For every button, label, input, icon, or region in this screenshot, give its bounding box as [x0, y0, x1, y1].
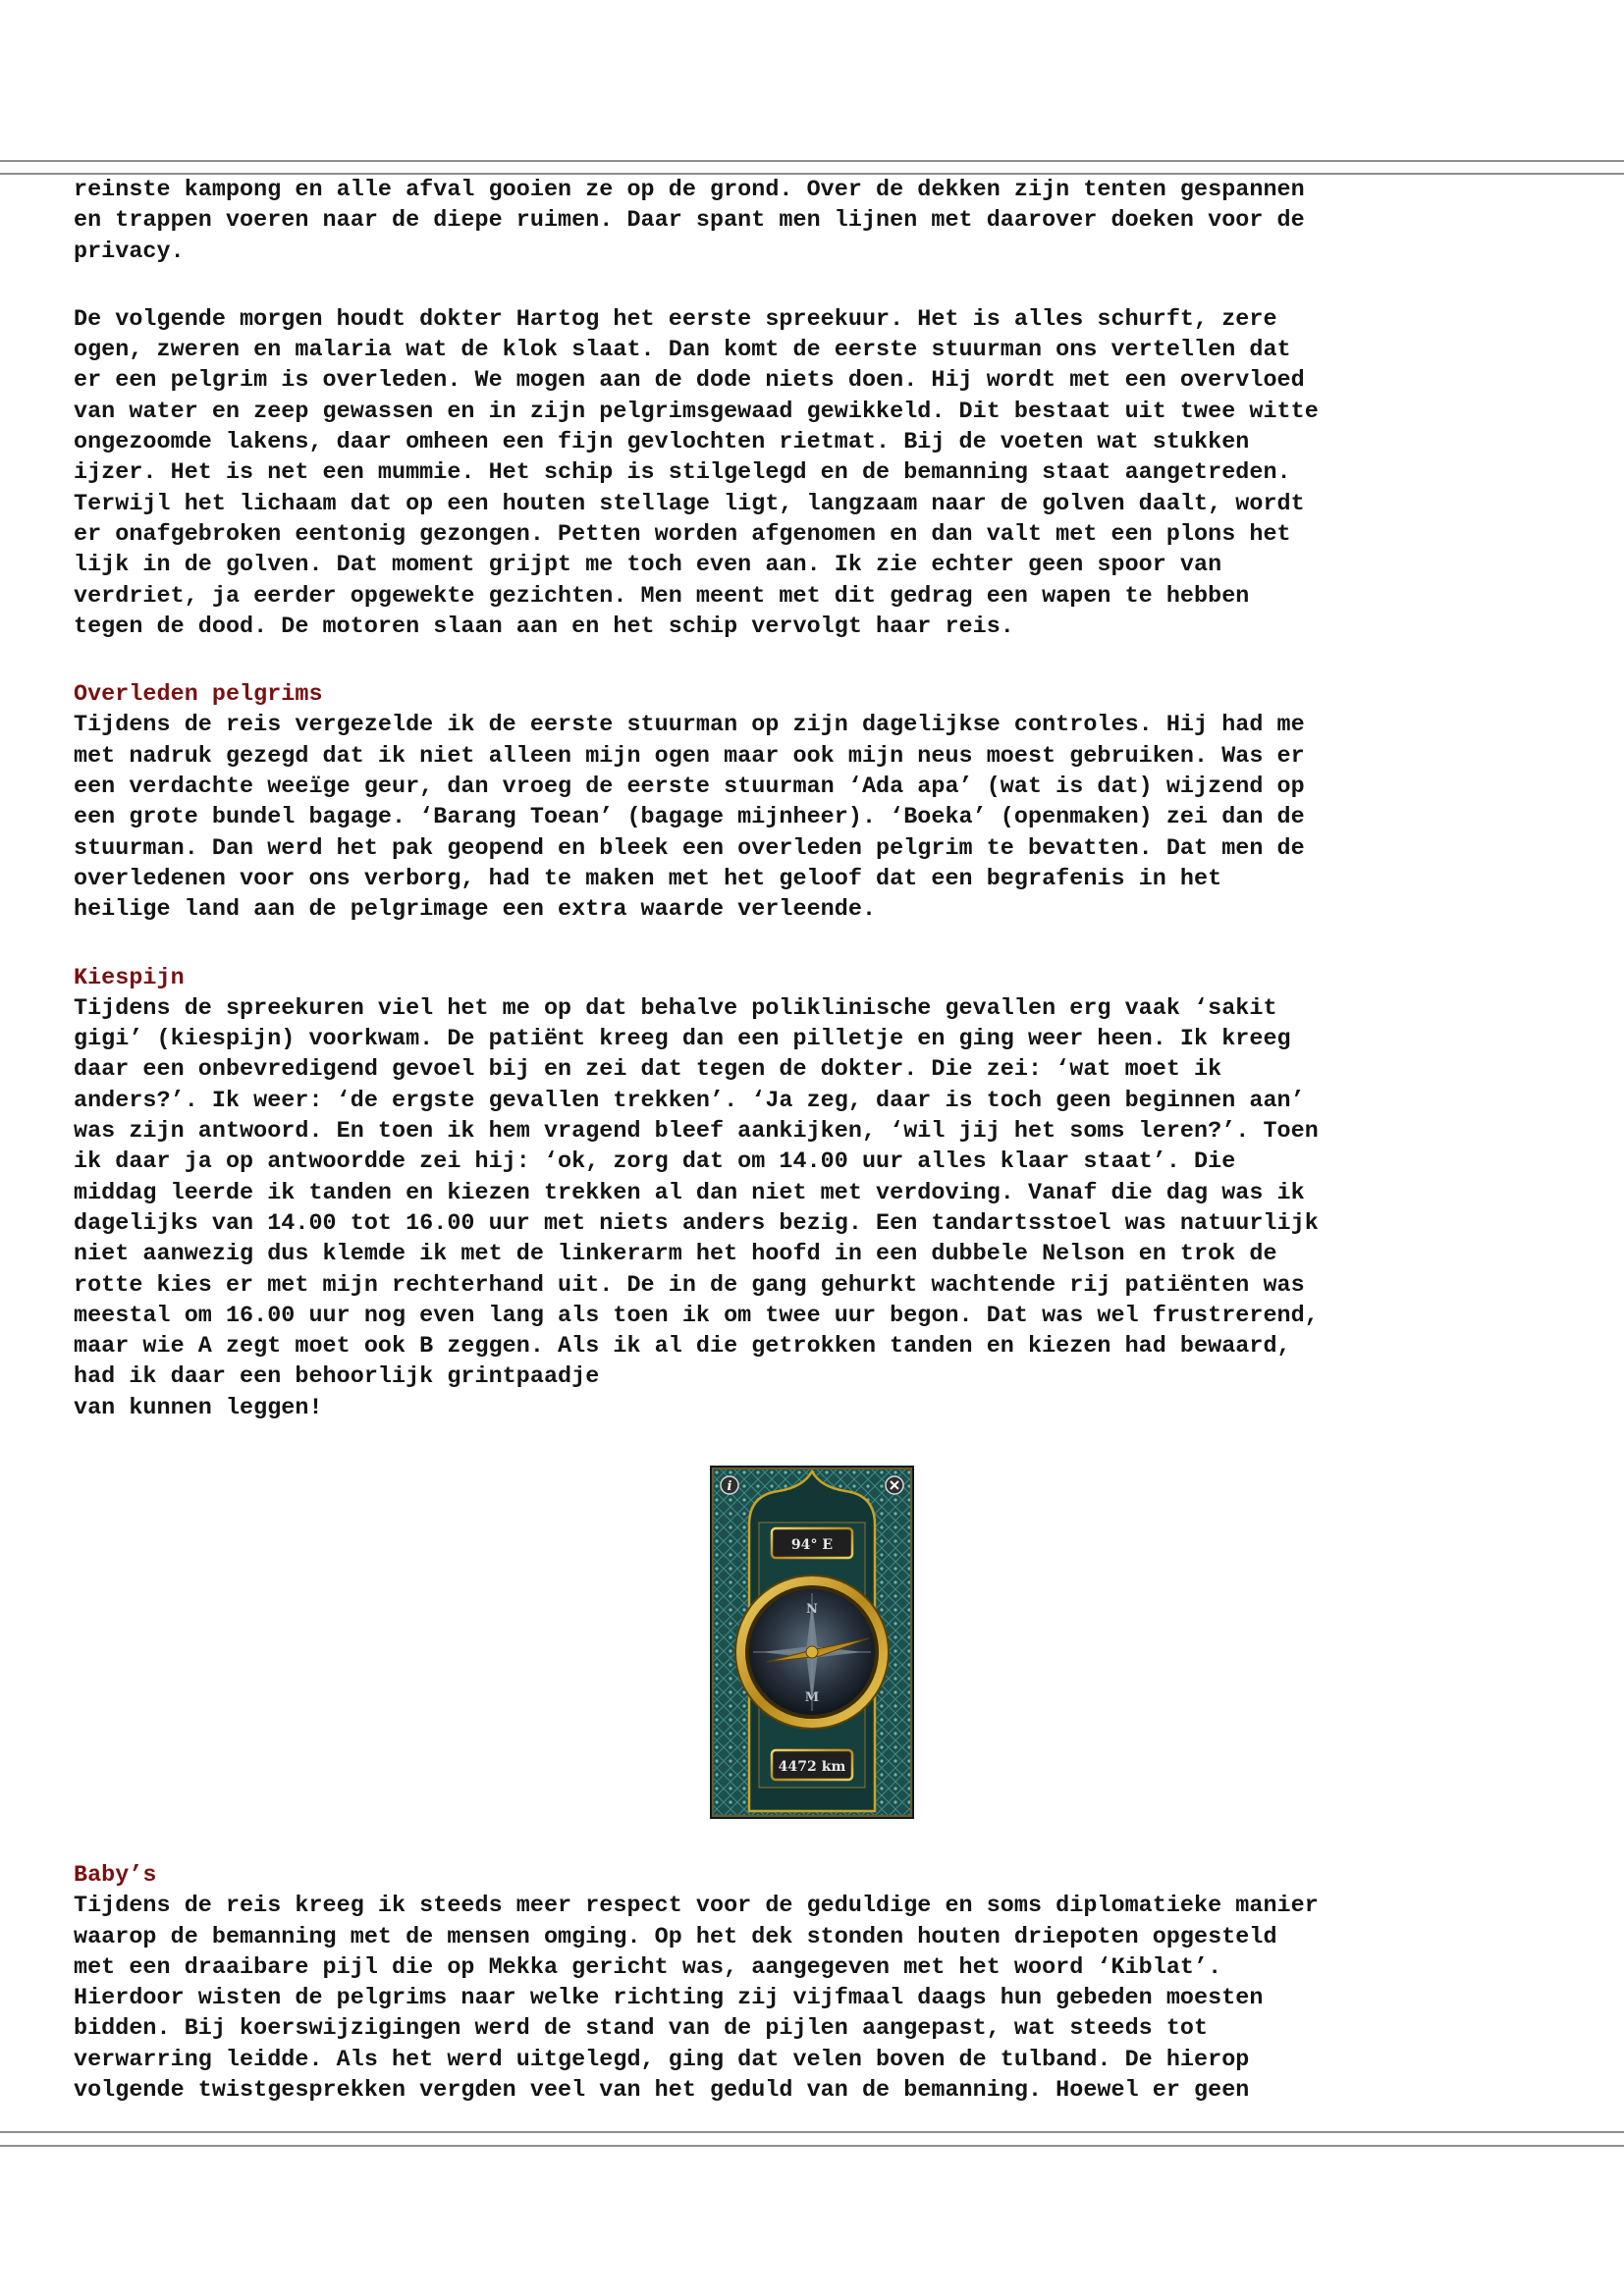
distance-readout: 4472 km: [778, 1758, 846, 1775]
section-heading-babys: Baby’s: [74, 1862, 157, 1889]
svg-text:M: M: [804, 1689, 820, 1705]
info-icon[interactable]: [721, 1476, 738, 1494]
footer-rule-inner: [0, 2145, 1624, 2147]
section-heading-kiespijn: Kiespijn: [74, 965, 185, 991]
paragraph-burial-at-sea: De volgende morgen houdt dokter Hartog het eerste spreekuur. Het is alles schurft, zere ogen, zweren en malaria wat de klok slaat. Dan komt de eerste stuurman ons vertellen dat er een pelgrim is overleden. We mogen aan de dode niets doen. Hij wordt met een overvloed van water en zeep gewassen en in zijn pelgrimsgewaad gewikkeld. Dit bestaat uit twee witte ongezoomde lakens, daar omheen een fijn gevlochten rietmat. Bij de voeten wat stukken ijzer. Het is net een mummie. Het schip is stilgelegd en de bemanning staat aangetreden. Terwijl het lichaam dat op een houten stellage ligt, langzaam naar de golven daalt, wordt er onafgebroken eentonig gezongen. Petten worden afgenomen en dan valt met een plons het lijk in de golven. Dat moment grijpt me toch even aan. Ik zie echter geen spoor van verdriet, ja eerder opgewekte gezichten. Men meent met dit gedrag een wapen te hebben tegen de dood. De motoren slaan aan en het schip vervolgt haar reis.: [74, 306, 1319, 640]
svg-text:N: N: [806, 1601, 818, 1617]
close-icon[interactable]: [886, 1476, 903, 1494]
figure-area: [74, 1424, 1566, 1861]
paragraph-kiespijn: Tijdens de spreekuren viel het me op dat behalve poliklinische gevallen erg vaak ‘sakit gigi’ (kiespijn) voorkwam. De patiënt kreeg dan een pilletje en ging weer heen. Ik kreeg daar een onbevredigend gevoel bij en zei dat tegen de dokter. Die zei: ‘wat moet ik anders?’. Ik weer: ‘de ergste gevallen trekken’. ‘Ja zeg, daar is toch geen beginnen aan’ was zijn antwoord. En toen ik hem vragend bleef aankijken, ‘wil jij het soms leren?’. Toen ik daar ja op antwoordde zei hij: ‘ok, zorg dat om 14.00 uur alles klaar staat’. Die middag leerde ik tanden en kiezen trekken al dan niet met verdoving. Vanaf die dag was ik dagelijks van 14.00 tot 16.00 uur met niets anders bezig. Een tandartsstoel was natuurlijk niet aanwezig dus klemde ik met de linkerarm het hoofd in een dubbele Nelson en trok de rotte kies er met mijn rechterhand uit. De in de gang gehurkt wachtende rij patiënten was meestal om 16.00 uur nog even lang als toen ik om twee uur begon. Dat was wel frustrerend, maar wie A zegt moet ook B zeggen. Als ik al die getrokken tanden en kiezen had bewaard, had ik daar een behoorlijk grintpaadje van kunnen leggen!: [74, 995, 1319, 1421]
bearing-readout: 94° E: [790, 1536, 834, 1553]
header-rule-outer: [0, 160, 1624, 162]
paragraph-overleden-pelgrims: Tijdens de reis vergezelde ik de eerste stuurman op zijn dagelijkse controles. Hij had me met nadruk gezegd dat ik niet alleen mijn ogen maar ook mijn neus moest gebruiken. Was er een verdachte weeïge geur, dan vroeg de eerste stuurman ‘Ada apa’ (wat is dat) wijzend op een grote bundel bagage. ‘Barang Toean’ (bagage mijnheer). ‘Boeka’ (openmaken) zei dan de stuurman. Dan werd het pak geopend en bleek een overleden pelgrim te bevatten. Dat men de overledenen voor ons verborg, had te maken met het geloof dat een begrafenis in het heilige land aan de pelgrimage een extra waarde verleende.: [74, 713, 1305, 924]
footer-rule-outer: [0, 2131, 1624, 2133]
paragraph-babys: Tijdens de reis kreeg ik steeds meer respect voor de geduldige en soms diplomatieke manier waarop de bemanning met de mensen omging. Op het dek stonden houten driepoten opgesteld met een draaibare pijl die op Mekka gericht was, aangegeven met het woord ‘Kiblat’. Hierdoor wisten de pelgrims naar welke richting zij vijfmaal daags hun gebeden moesten bidden. Bij koerswijzigingen werd de stand van de pijlen aangepast, wat steeds tot verwarring leidde. Als het werd uitgelegd, ging dat velen boven de tulband. De hierop volgende twistgesprekken vergden veel van het geduld van de bemanning. Hoewel er geen: [74, 1894, 1319, 2105]
svg-text:i: i: [727, 1478, 732, 1494]
qibla-compass-image: [710, 1466, 914, 1819]
paragraph-intro: reinste kampong en alle afval gooien ze op de grond. Over de dekken zijn tenten gespannen en trappen voeren naar de diepe ruimen. Daar spant men lijnen met daarover doeken voor de privacy.: [74, 178, 1305, 265]
section-heading-overleden-pelgrims: Overleden pelgrims: [74, 682, 323, 709]
header-rule-inner: [0, 173, 1624, 175]
page-body: [74, 176, 1566, 2107]
